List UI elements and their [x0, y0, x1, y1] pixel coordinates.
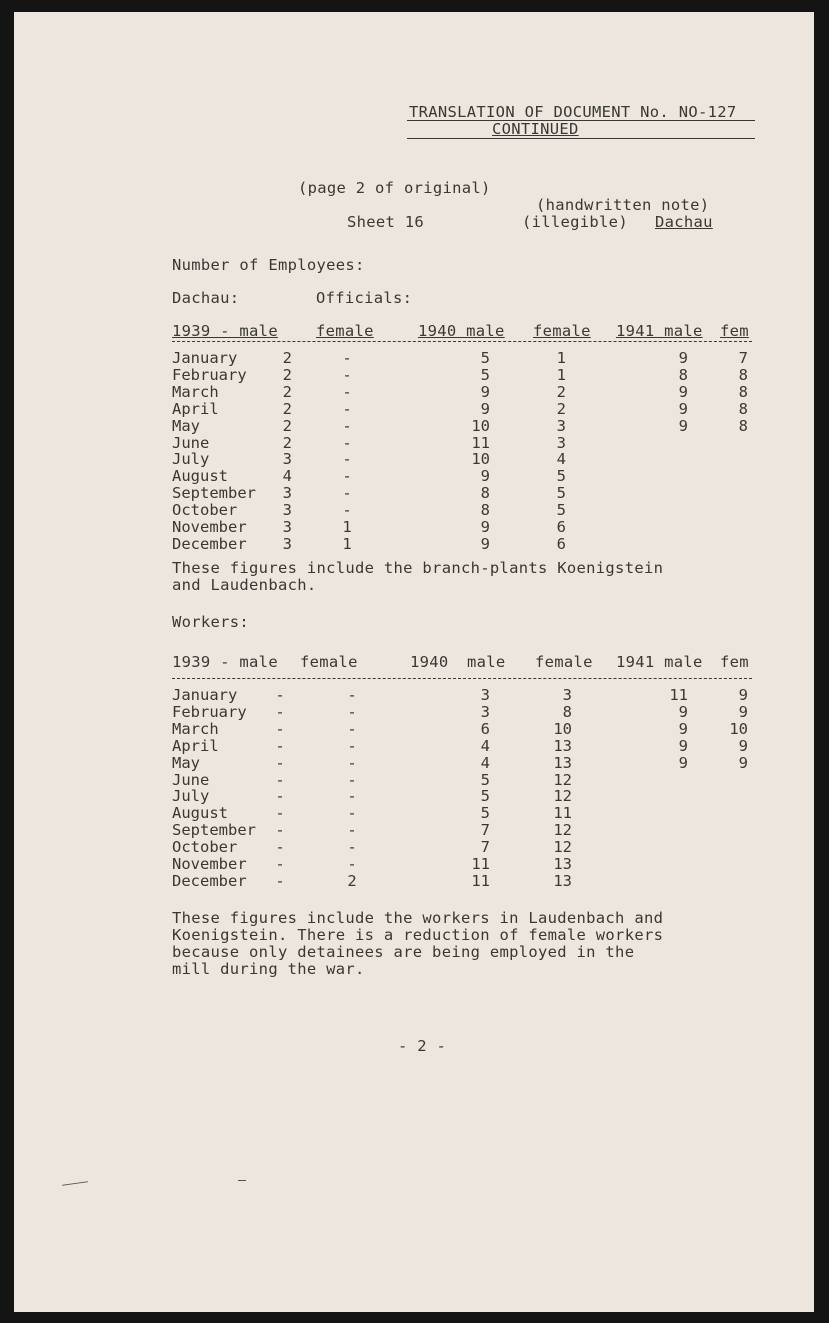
workers-female-1940-cell: 8 — [562, 703, 572, 721]
officials-female-1940-cell: 2 — [556, 383, 566, 401]
officials-female-1941-cell: 7 — [738, 349, 748, 367]
officials-female-1940-cell: 1 — [556, 366, 566, 384]
workers-female-1939-cell: - — [347, 686, 357, 704]
officials-female-1939-cell: - — [342, 383, 352, 401]
officials-month-cell: May — [172, 417, 200, 435]
workers-male-1940-cell: 4 — [480, 754, 490, 772]
workers-male-1940-cell: 5 — [480, 787, 490, 805]
workers-col-male-1940: male — [467, 653, 506, 671]
workers-male-1941-cell: 9 — [678, 754, 688, 772]
workers-female-1939-cell: - — [347, 821, 357, 839]
officials-male-1940-cell: 11 — [471, 434, 490, 452]
officials-male-1939-cell: 3 — [282, 484, 292, 502]
officials-male-1940-cell: 10 — [471, 417, 490, 435]
workers-month-cell: December — [172, 872, 247, 890]
workers-male-1941-cell: 9 — [678, 720, 688, 738]
workers-note-line-1: These figures include the workers in Laudenbach and — [172, 909, 664, 927]
workers-male-1940-cell: 3 — [480, 686, 490, 704]
workers-male-1939-cell: - — [275, 720, 285, 738]
officials-female-1940-cell: 5 — [556, 467, 566, 485]
workers-male-1939-cell: - — [275, 821, 285, 839]
workers-month-cell: June — [172, 771, 210, 789]
officials-col-1940: 1940 male — [418, 322, 505, 340]
officials-male-1940-cell: 5 — [480, 366, 490, 384]
officials-male-1939-cell: 2 — [282, 417, 292, 435]
workers-female-1941-cell: 10 — [729, 720, 748, 738]
workers-male-1940-cell: 4 — [480, 737, 490, 755]
officials-male-1940-cell: 9 — [480, 400, 490, 418]
officials-female-1939-cell: - — [342, 400, 352, 418]
workers-female-1940-cell: 3 — [562, 686, 572, 704]
workers-male-1940-cell: 7 — [480, 838, 490, 856]
header-rule — [407, 138, 755, 139]
workers-col-female-1941: fem — [720, 653, 749, 671]
document-header-continued: CONTINUED — [492, 120, 579, 138]
officials-female-1939-cell: - — [342, 366, 352, 384]
workers-female-1940-cell: 13 — [553, 855, 572, 873]
workers-female-1940-cell: 13 — [553, 872, 572, 890]
workers-female-1940-cell: 11 — [553, 804, 572, 822]
officials-male-1939-cell: 3 — [282, 450, 292, 468]
officials-female-1941-cell: 8 — [738, 383, 748, 401]
officials-female-1940-cell: 4 — [556, 450, 566, 468]
officials-month-cell: November — [172, 518, 247, 536]
officials-month-cell: July — [172, 450, 210, 468]
officials-month-cell: February — [172, 366, 247, 384]
officials-male-1940-cell: 9 — [480, 383, 490, 401]
workers-female-1941-cell: 9 — [738, 686, 748, 704]
workers-male-1940-cell: 5 — [480, 804, 490, 822]
officials-male-1939-cell: 3 — [282, 518, 292, 536]
officials-month-cell: December — [172, 535, 247, 553]
workers-month-cell: August — [172, 804, 228, 822]
officials-col-1939: 1939 - male — [172, 322, 278, 340]
officials-month-cell: August — [172, 467, 228, 485]
officials-month-cell: September — [172, 484, 256, 502]
officials-female-1940-cell: 5 — [556, 484, 566, 502]
workers-male-1941-cell: 9 — [678, 737, 688, 755]
sheet-number: Sheet 16 — [347, 213, 425, 231]
workers-male-1939-cell: - — [275, 686, 285, 704]
officials-male-1939-cell: 2 — [282, 434, 292, 452]
workers-male-1941-cell: 9 — [678, 703, 688, 721]
workers-male-1939-cell: - — [275, 754, 285, 772]
workers-male-1940-cell: 11 — [471, 872, 490, 890]
officials-male-1941-cell: 9 — [678, 383, 688, 401]
workers-month-cell: April — [172, 737, 219, 755]
workers-col-1940: 1940 — [410, 653, 449, 671]
officials-female-1939-cell: 1 — [342, 535, 352, 553]
officials-female-1939-cell: - — [342, 434, 352, 452]
officials-female-1939-cell: - — [342, 417, 352, 435]
workers-female-1940-cell: 12 — [553, 771, 572, 789]
officials-female-1939-cell: - — [342, 484, 352, 502]
workers-female-1939-cell: - — [347, 838, 357, 856]
workers-male-1940-cell: 11 — [471, 855, 490, 873]
officials-male-1939-cell: 4 — [282, 467, 292, 485]
officials-month-cell: January — [172, 349, 238, 367]
workers-female-1939-cell: - — [347, 787, 357, 805]
page-number: - 2 - — [398, 1037, 447, 1055]
officials-male-1939-cell: 2 — [282, 383, 292, 401]
document-header-title: TRANSLATION OF DOCUMENT No. NO-127 — [409, 103, 737, 121]
workers-male-1939-cell: - — [275, 855, 285, 873]
officials-male-1941-cell: 9 — [678, 400, 688, 418]
officials-male-1941-cell: 8 — [678, 366, 688, 384]
officials-male-1940-cell: 9 — [480, 518, 490, 536]
employees-heading: Number of Employees: — [172, 256, 365, 274]
workers-female-1941-cell: 9 — [738, 754, 748, 772]
officials-month-cell: June — [172, 434, 210, 452]
workers-male-1939-cell: - — [275, 771, 285, 789]
handwritten-place: Dachau — [655, 213, 713, 231]
handwritten-illegible: (illegible) — [522, 213, 628, 231]
page-note: (page 2 of original) — [298, 179, 491, 197]
officials-female-1940-cell: 3 — [556, 417, 566, 435]
workers-male-1940-cell: 5 — [480, 771, 490, 789]
workers-female-1940-cell: 12 — [553, 821, 572, 839]
officials-female-1941-cell: 8 — [738, 417, 748, 435]
officials-female-1941-cell: 8 — [738, 400, 748, 418]
officials-female-1940-cell: 6 — [556, 518, 566, 536]
officials-male-1939-cell: 2 — [282, 349, 292, 367]
workers-female-1940-cell: 13 — [553, 737, 572, 755]
workers-male-1940-cell: 6 — [480, 720, 490, 738]
officials-col-female-1941: fem — [720, 322, 749, 340]
workers-month-cell: October — [172, 838, 238, 856]
workers-female-1940-cell: 12 — [553, 787, 572, 805]
workers-female-1939-cell: - — [347, 804, 357, 822]
workers-male-1940-cell: 7 — [480, 821, 490, 839]
workers-female-1941-cell: 9 — [738, 703, 748, 721]
workers-female-1939-cell: - — [347, 754, 357, 772]
workers-month-cell: May — [172, 754, 200, 772]
workers-note-line-2: Koenigstein. There is a reduction of female workers — [172, 926, 664, 944]
workers-col-1941: 1941 male — [616, 653, 703, 671]
officials-male-1940-cell: 5 — [480, 349, 490, 367]
officials-male-1939-cell: 3 — [282, 501, 292, 519]
officials-header-rule — [172, 341, 752, 342]
workers-female-1939-cell: - — [347, 703, 357, 721]
workers-male-1939-cell: - — [275, 872, 285, 890]
officials-note-line-2: and Laudenbach. — [172, 576, 317, 594]
officials-female-1940-cell: 3 — [556, 434, 566, 452]
officials-male-1939-cell: 2 — [282, 400, 292, 418]
workers-female-1939-cell: - — [347, 771, 357, 789]
workers-female-1939-cell: 2 — [347, 872, 357, 890]
officials-female-1939-cell: - — [342, 467, 352, 485]
workers-male-1939-cell: - — [275, 804, 285, 822]
officials-male-1940-cell: 9 — [480, 535, 490, 553]
workers-female-1939-cell: - — [347, 737, 357, 755]
workers-month-cell: November — [172, 855, 247, 873]
officials-female-1939-cell: - — [342, 501, 352, 519]
officials-col-female-1939: female — [316, 322, 374, 340]
workers-male-1939-cell: - — [275, 737, 285, 755]
workers-month-cell: February — [172, 703, 247, 721]
officials-male-1940-cell: 10 — [471, 450, 490, 468]
workers-male-1939-cell: - — [275, 703, 285, 721]
officials-male-1941-cell: 9 — [678, 417, 688, 435]
workers-label: Workers: — [172, 613, 250, 631]
officials-female-1939-cell: - — [342, 450, 352, 468]
handwritten-note-label: (handwritten note) — [536, 196, 710, 214]
officials-male-1939-cell: 3 — [282, 535, 292, 553]
officials-male-1939-cell: 2 — [282, 366, 292, 384]
officials-month-cell: October — [172, 501, 238, 519]
location-label: Dachau: — [172, 289, 240, 307]
officials-label: Officials: — [316, 289, 413, 307]
officials-female-1940-cell: 2 — [556, 400, 566, 418]
workers-month-cell: March — [172, 720, 219, 738]
workers-female-1940-cell: 12 — [553, 838, 572, 856]
workers-header-rule — [172, 678, 752, 679]
officials-female-1940-cell: 5 — [556, 501, 566, 519]
workers-female-1941-cell: 9 — [738, 737, 748, 755]
workers-note-line-3: because only detainees are being employed in the — [172, 943, 635, 961]
workers-female-1939-cell: - — [347, 720, 357, 738]
officials-col-female-1940: female — [533, 322, 591, 340]
workers-female-1939-cell: - — [347, 855, 357, 873]
officials-month-cell: April — [172, 400, 219, 418]
officials-col-1941: 1941 male — [616, 322, 703, 340]
officials-female-1939-cell: 1 — [342, 518, 352, 536]
workers-month-cell: January — [172, 686, 238, 704]
workers-male-1940-cell: 3 — [480, 703, 490, 721]
officials-note-line-1: These figures include the branch-plants Koenigstein — [172, 559, 664, 577]
workers-month-cell: September — [172, 821, 256, 839]
stray-mark — [238, 1180, 246, 1181]
officials-female-1940-cell: 6 — [556, 535, 566, 553]
workers-male-1939-cell: - — [275, 787, 285, 805]
workers-female-1940-cell: 13 — [553, 754, 572, 772]
officials-month-cell: March — [172, 383, 219, 401]
officials-male-1940-cell: 8 — [480, 501, 490, 519]
workers-male-1939-cell: - — [275, 838, 285, 856]
officials-female-1940-cell: 1 — [556, 349, 566, 367]
officials-male-1941-cell: 9 — [678, 349, 688, 367]
officials-male-1940-cell: 8 — [480, 484, 490, 502]
officials-female-1941-cell: 8 — [738, 366, 748, 384]
workers-col-female-1940: female — [535, 653, 593, 671]
header-underline — [407, 120, 755, 121]
workers-note-line-4: mill during the war. — [172, 960, 365, 978]
workers-male-1941-cell: 11 — [669, 686, 688, 704]
workers-month-cell: July — [172, 787, 210, 805]
officials-male-1940-cell: 9 — [480, 467, 490, 485]
workers-col-1939: 1939 - male — [172, 653, 278, 671]
workers-col-female-1939: female — [300, 653, 358, 671]
officials-female-1939-cell: - — [342, 349, 352, 367]
workers-female-1940-cell: 10 — [553, 720, 572, 738]
